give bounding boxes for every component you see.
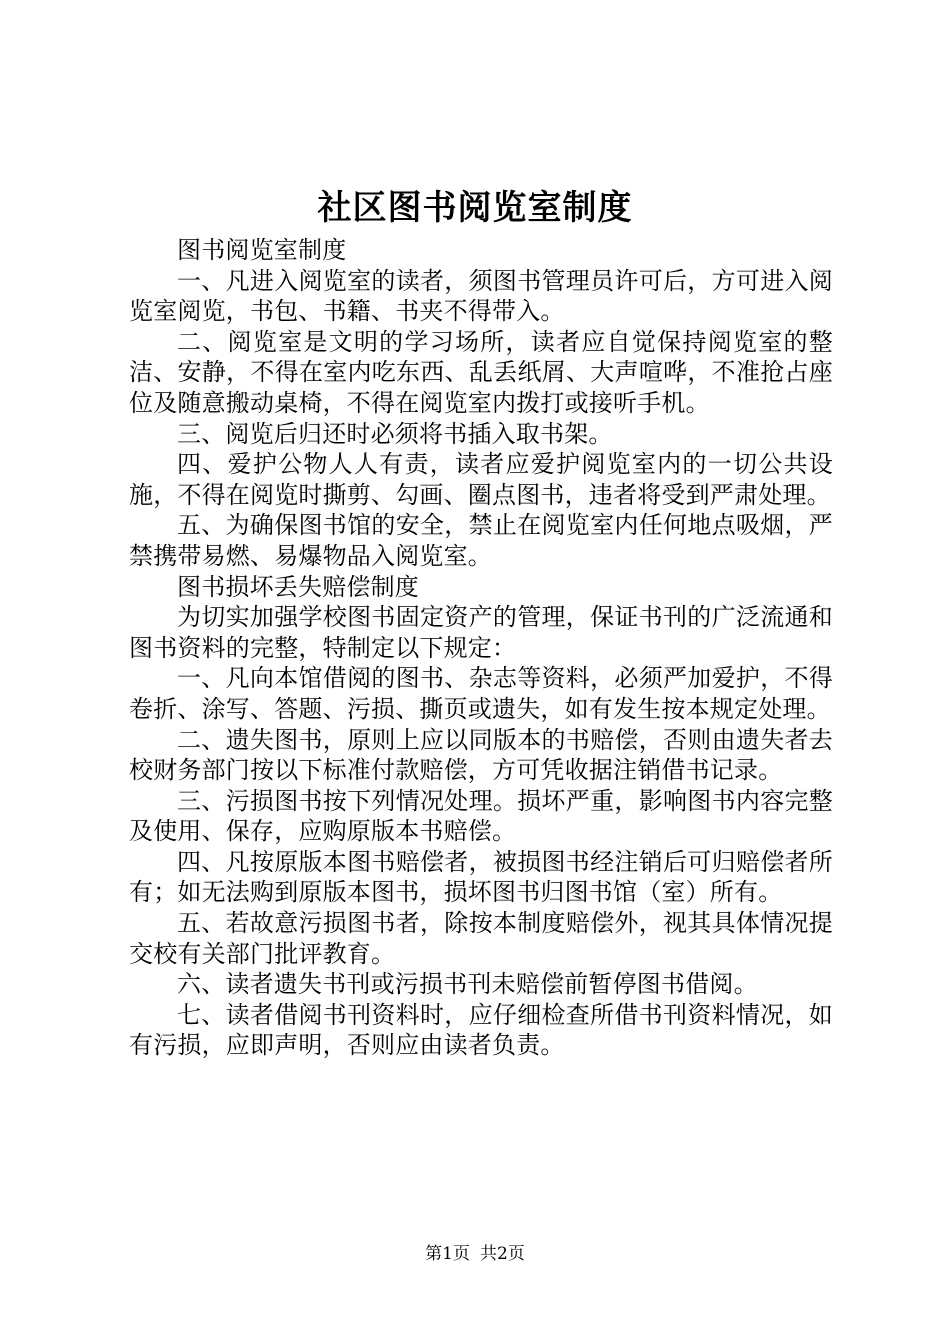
paragraph: 三、污损图书按下列情况处理。损坏严重，影响图书内容完整及使用、保存，应购原版本书赔偿。 [129, 786, 833, 846]
document-title: 社区图书阅览室制度 [317, 188, 633, 228]
document-body [129, 235, 833, 1061]
paragraph: 四、爱护公物人人有责，读者应爱护阅览室内的一切公共设施，不得在阅览时撕剪、勾画、圈点图书，违者将受到严肃处理。 [129, 450, 833, 509]
paragraph: 四、凡按原版本图书赔偿者，被损图书经注销后可归赔偿者所有；如无法购到原版本图书，损坏图书归图书馆（室）所有。 [129, 847, 833, 907]
page-footer [0, 1242, 950, 1266]
paragraph: 为切实加强学校图书固定资产的管理，保证书刊的广泛流通和图书资料的完整，特制定以下规定： [129, 603, 833, 662]
paragraph: 六、读者遗失书刊或污损书刊未赔偿前暂停图书借阅。 [177, 970, 758, 999]
paragraph: 七、读者借阅书刊资料时，应仔细检查所借书刊资料情况，如有污损，应即声明，否则应由读者负责。 [129, 1000, 833, 1060]
paragraph: 一、凡进入阅览室的读者，须图书管理员许可后，方可进入阅览室阅览，书包、书籍、书夹不得带入。 [129, 266, 833, 326]
page-number-total: 共2页 [480, 1244, 525, 1264]
section-heading-reading-room: 图书阅览室制度 [177, 236, 347, 264]
paragraph: 三、阅览后归还时必须将书插入取书架。 [177, 419, 613, 448]
page-number-current: 第1页 [425, 1244, 470, 1264]
section-heading-compensation: 图书损坏丢失赔偿制度 [177, 572, 419, 601]
paragraph: 五、若故意污损图书者，除按本制度赔偿外，视其具体情况提交校有关部门批评教育。 [129, 909, 833, 968]
paragraph: 五、为确保图书馆的安全，禁止在阅览室内任何地点吸烟，严禁携带易燃、易爆物品入阅览室。 [129, 511, 833, 570]
paragraph: 一、凡向本馆借阅的图书、杂志等资料，必须严加爱护，不得卷折、涂写、答题、污损、撕页或遗失，如有发生按本规定处理。 [129, 664, 833, 723]
paragraph: 二、遗失图书，原则上应以同版本的书赔偿，否则由遗失者去校财务部门按以下标准付款赔偿，方可凭收据注销借书记录。 [129, 725, 833, 785]
paragraph: 二、阅览室是文明的学习场所，读者应自觉保持阅览室的整洁、安静，不得在室内吃东西、乱丢纸屑、大声喧哗，不准抢占座位及随意搬动桌椅，不得在阅览室内拨打或接听手机。 [129, 327, 833, 417]
